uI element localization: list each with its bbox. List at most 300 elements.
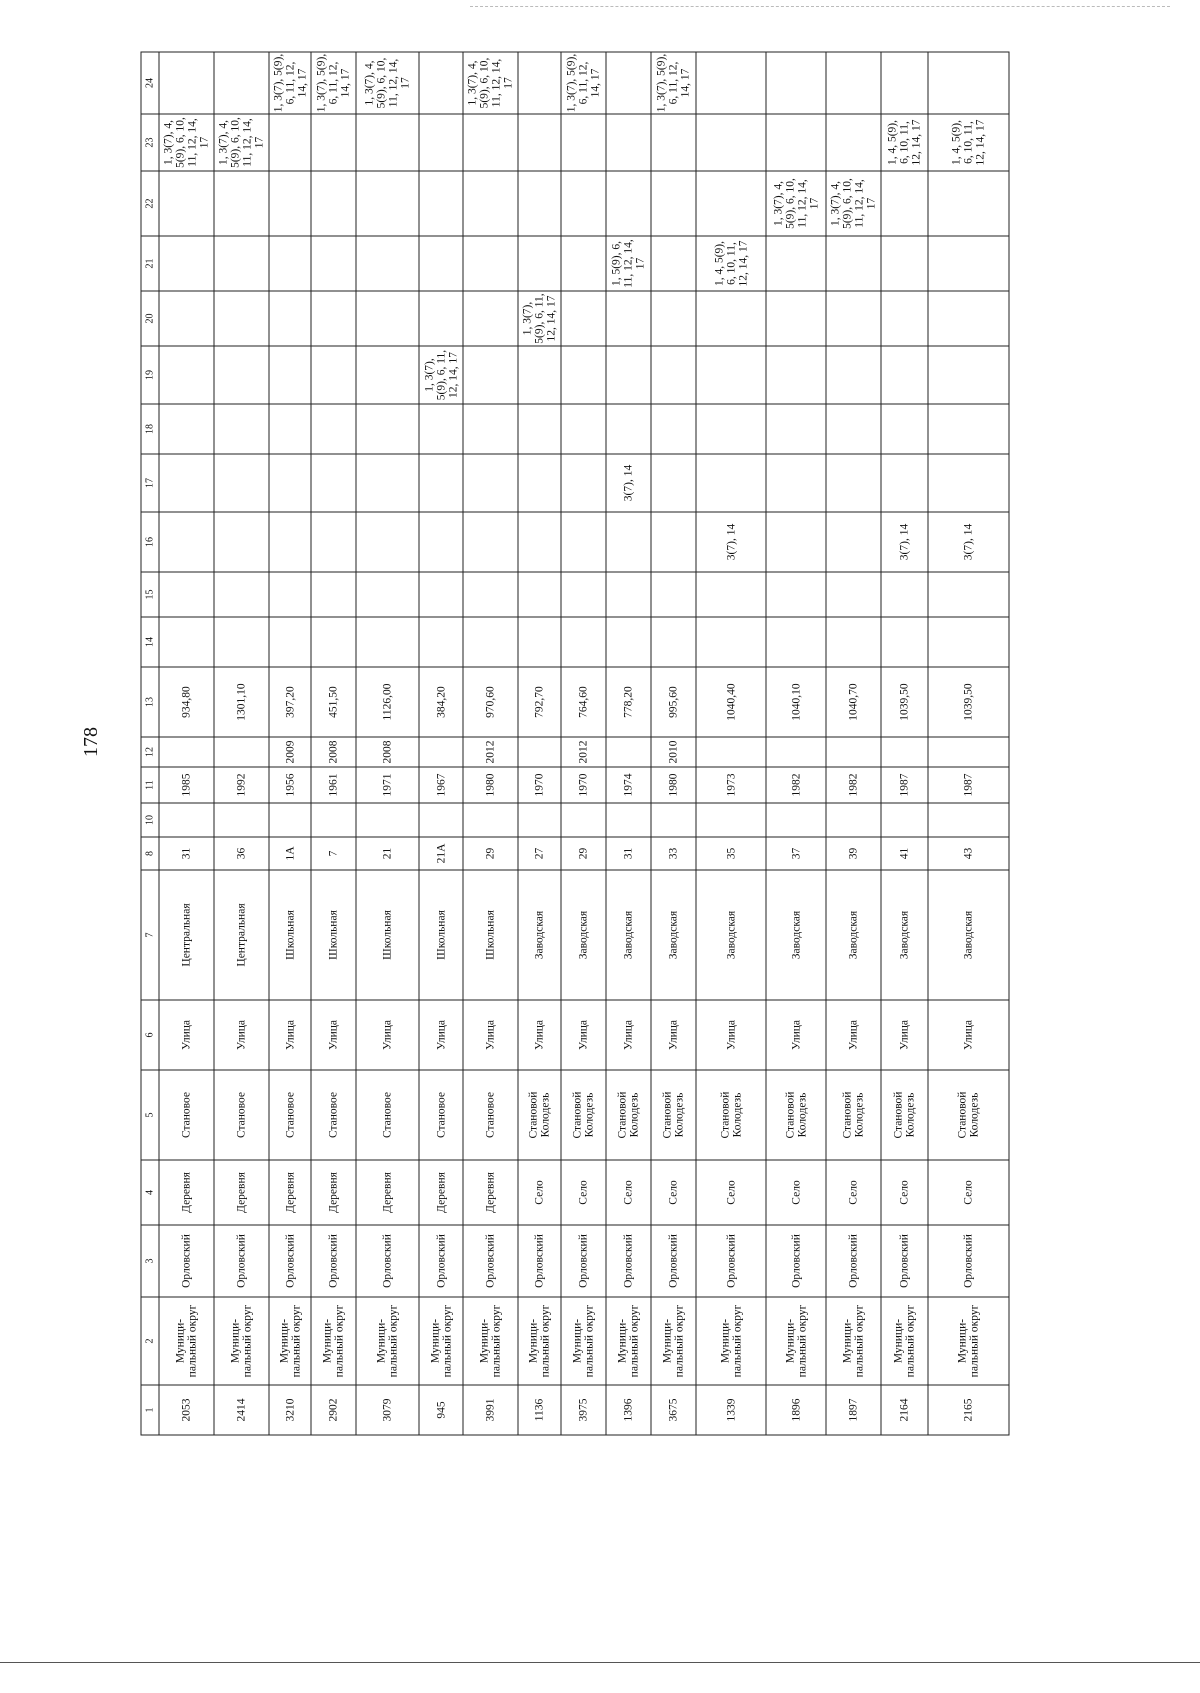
table-cell-col-13: 934,80: [159, 667, 214, 737]
table-cell-col-15: [766, 572, 826, 617]
table-cell-col-24: 1, 3(7), 4, 5(9), 6, 10, 11, 12, 14, 17: [356, 52, 419, 114]
table-cell-col-7: Школьная: [269, 870, 311, 1000]
table-cell-col-24: [881, 52, 928, 114]
table-cell-col-7: Заводская: [826, 870, 881, 1000]
table-cell-col-3: Орловский: [651, 1225, 696, 1297]
column-number-header: 23: [141, 114, 159, 171]
table-cell-col-7: Школьная: [311, 870, 356, 1000]
table-cell-col-24: [518, 52, 561, 114]
table-cell-col-20: [269, 291, 311, 346]
table-cell-col-14: [696, 617, 766, 667]
table-cell-col-15: [463, 572, 518, 617]
table-cell-col-11: 1985: [159, 767, 214, 803]
table-cell-col-12: [606, 737, 651, 767]
table-cell-col-23: 1, 3(7), 4, 5(9), 6, 10, 11, 12, 14, 17: [159, 114, 214, 171]
scan-artifact-line: [470, 6, 1170, 7]
column-number-header: 22: [141, 171, 159, 236]
table-cell-col-20: [881, 291, 928, 346]
table-cell-col-4: Деревня: [214, 1160, 269, 1225]
table-cell-col-22: [356, 171, 419, 236]
table-cell-col-17: [696, 454, 766, 512]
table-cell-col-18: [463, 404, 518, 454]
table-row: [518, 52, 561, 1435]
table-cell-col-12: 2012: [561, 737, 606, 767]
table-cell-col-8: 39: [826, 837, 881, 870]
table-cell-col-22: [518, 171, 561, 236]
table-cell-col-4: Село: [766, 1160, 826, 1225]
table-cell-col-10: [419, 803, 463, 837]
table-row: [356, 52, 419, 1435]
table-cell-col-5: Становой Колодезь: [696, 1070, 766, 1160]
table-cell-col-6: Улица: [356, 1000, 419, 1070]
table-cell-col-1: 1897: [826, 1385, 881, 1435]
column-number-header: 6: [141, 1000, 159, 1070]
table-cell-col-12: [928, 737, 1009, 767]
table-cell-col-14: [419, 617, 463, 667]
table-cell-col-10: [269, 803, 311, 837]
table-cell-col-24: [826, 52, 881, 114]
column-number-header: 19: [141, 346, 159, 404]
table-cell-col-17: [311, 454, 356, 512]
table-cell-col-1: 945: [419, 1385, 463, 1435]
table-cell-col-13: 397,20: [269, 667, 311, 737]
table-cell-col-12: [826, 737, 881, 767]
table-cell-col-18: [766, 404, 826, 454]
column-number-header: 7: [141, 870, 159, 1000]
table-cell-col-23: 1, 4, 5(9), 6, 10, 11, 12, 14, 17: [881, 114, 928, 171]
table-cell-col-4: Деревня: [463, 1160, 518, 1225]
table-cell-col-20: [311, 291, 356, 346]
table-cell-col-2: Муници-пальный округ: [419, 1297, 463, 1385]
table-cell-col-17: [518, 454, 561, 512]
table-cell-col-15: [606, 572, 651, 617]
table-cell-col-1: 3991: [463, 1385, 518, 1435]
data-table: [140, 51, 1009, 1435]
table-cell-col-13: 1040,40: [696, 667, 766, 737]
table-cell-col-24: 1, 3(7), 5(9), 6, 11, 12, 14, 17: [651, 52, 696, 114]
table-cell-col-13: 1126,00: [356, 667, 419, 737]
table-cell-col-17: [214, 454, 269, 512]
table-cell-col-4: Село: [928, 1160, 1009, 1225]
table-cell-col-18: [826, 404, 881, 454]
table-row: [419, 52, 463, 1435]
table-cell-col-3: Орловский: [826, 1225, 881, 1297]
table-cell-col-1: 1896: [766, 1385, 826, 1435]
table-cell-col-18: [651, 404, 696, 454]
table-cell-col-23: [606, 114, 651, 171]
table-cell-col-24: [159, 52, 214, 114]
table-cell-col-3: Орловский: [214, 1225, 269, 1297]
table-cell-col-8: 7: [311, 837, 356, 870]
table-cell-col-11: 1987: [928, 767, 1009, 803]
table-cell-col-2: Муници-пальный округ: [766, 1297, 826, 1385]
table-cell-col-18: [696, 404, 766, 454]
table-cell-col-14: [311, 617, 356, 667]
table-cell-col-4: Село: [881, 1160, 928, 1225]
table-cell-col-10: [928, 803, 1009, 837]
table-cell-col-23: [269, 114, 311, 171]
table-cell-col-16: [159, 512, 214, 572]
table-cell-col-5: Становое: [419, 1070, 463, 1160]
table-cell-col-6: Улица: [518, 1000, 561, 1070]
table-cell-col-8: 37: [766, 837, 826, 870]
table-cell-col-1: 1396: [606, 1385, 651, 1435]
column-number-header: 8: [141, 837, 159, 870]
table-cell-col-19: [269, 346, 311, 404]
table-cell-col-8: 33: [651, 837, 696, 870]
table-cell-col-4: Деревня: [159, 1160, 214, 1225]
table-cell-col-15: [159, 572, 214, 617]
table-cell-col-3: Орловский: [561, 1225, 606, 1297]
table-cell-col-10: [826, 803, 881, 837]
table-cell-col-1: 3675: [651, 1385, 696, 1435]
table-cell-col-14: [651, 617, 696, 667]
table-cell-col-14: [356, 617, 419, 667]
table-cell-col-12: [696, 737, 766, 767]
column-number-header: 10: [141, 803, 159, 837]
table-row: [561, 52, 606, 1435]
table-cell-col-7: Заводская: [606, 870, 651, 1000]
table-cell-col-5: Становой Колодезь: [826, 1070, 881, 1160]
table-cell-col-24: [766, 52, 826, 114]
table-cell-col-17: [463, 454, 518, 512]
table-cell-col-11: 1980: [463, 767, 518, 803]
table-cell-col-16: [356, 512, 419, 572]
table-cell-col-17: [881, 454, 928, 512]
table-cell-col-12: 2010: [651, 737, 696, 767]
table-cell-col-22: [463, 171, 518, 236]
table-cell-col-6: Улица: [561, 1000, 606, 1070]
table-cell-col-22: [928, 171, 1009, 236]
table-cell-col-10: [214, 803, 269, 837]
table-cell-col-15: [826, 572, 881, 617]
table-cell-col-17: [269, 454, 311, 512]
table-cell-col-2: Муници-пальный округ: [696, 1297, 766, 1385]
table-cell-col-19: 1, 3(7), 5(9), 6, 11, 12, 14, 17: [419, 346, 463, 404]
table-cell-col-1: 2164: [881, 1385, 928, 1435]
table-cell-col-22: [419, 171, 463, 236]
table-cell-col-5: Становой Колодезь: [651, 1070, 696, 1160]
table-cell-col-24: [696, 52, 766, 114]
table-cell-col-7: Школьная: [356, 870, 419, 1000]
table-cell-col-11: 1992: [214, 767, 269, 803]
table-cell-col-3: Орловский: [606, 1225, 651, 1297]
table-cell-col-4: Село: [561, 1160, 606, 1225]
table-cell-col-6: Улица: [881, 1000, 928, 1070]
table-cell-col-5: Становое: [159, 1070, 214, 1160]
table-cell-col-4: Деревня: [419, 1160, 463, 1225]
table-row: [311, 52, 356, 1435]
table-cell-col-20: [356, 291, 419, 346]
table-cell-col-8: 29: [561, 837, 606, 870]
table-cell-col-3: Орловский: [766, 1225, 826, 1297]
column-number-header: 5: [141, 1070, 159, 1160]
table-cell-col-8: 31: [606, 837, 651, 870]
table-cell-col-16: [826, 512, 881, 572]
table-cell-col-8: 41: [881, 837, 928, 870]
table-cell-col-19: [159, 346, 214, 404]
table-row: [881, 52, 928, 1435]
table-cell-col-5: Становой Колодезь: [606, 1070, 651, 1160]
table-cell-col-18: [269, 404, 311, 454]
table-cell-col-21: [928, 236, 1009, 291]
table-cell-col-22: [561, 171, 606, 236]
table-cell-col-10: [696, 803, 766, 837]
table-cell-col-8: 43: [928, 837, 1009, 870]
table-cell-col-15: [419, 572, 463, 617]
table-cell-col-2: Муници-пальный округ: [214, 1297, 269, 1385]
table-row: [159, 52, 214, 1435]
table-cell-col-1: 2902: [311, 1385, 356, 1435]
table-cell-col-1: 1136: [518, 1385, 561, 1435]
table-cell-col-17: [651, 454, 696, 512]
table-cell-col-2: Муници-пальный округ: [269, 1297, 311, 1385]
table-cell-col-22: 1, 3(7), 4, 5(9), 6, 10, 11, 12, 14, 17: [766, 171, 826, 236]
table-cell-col-19: [561, 346, 606, 404]
table-cell-col-7: Заводская: [696, 870, 766, 1000]
table-cell-col-6: Улица: [311, 1000, 356, 1070]
table-cell-col-3: Орловский: [928, 1225, 1009, 1297]
table-cell-col-19: [881, 346, 928, 404]
table-cell-col-17: [826, 454, 881, 512]
table-cell-col-24: 1, 3(7), 5(9), 6, 11, 12, 14, 17: [311, 52, 356, 114]
table-cell-col-17: [356, 454, 419, 512]
table-cell-col-20: [159, 291, 214, 346]
table-cell-col-15: [928, 572, 1009, 617]
table-cell-col-20: [606, 291, 651, 346]
table-cell-col-21: [356, 236, 419, 291]
table-cell-col-5: Становое: [214, 1070, 269, 1160]
table-cell-col-12: 2008: [311, 737, 356, 767]
table-cell-col-3: Орловский: [419, 1225, 463, 1297]
table-cell-col-21: [463, 236, 518, 291]
table-cell-col-15: [311, 572, 356, 617]
column-number-header: 2: [141, 1297, 159, 1385]
table-cell-col-21: [159, 236, 214, 291]
table-cell-col-21: 1, 4, 5(9), 6, 10, 11, 12, 14, 17: [696, 236, 766, 291]
table-cell-col-6: Улица: [928, 1000, 1009, 1070]
table-cell-col-2: Муници-пальный округ: [311, 1297, 356, 1385]
table-cell-col-16: [269, 512, 311, 572]
table-cell-col-24: 1, 3(7), 4, 5(9), 6, 10, 11, 12, 14, 17: [463, 52, 518, 114]
table-cell-col-5: Становой Колодезь: [881, 1070, 928, 1160]
table-cell-col-4: Деревня: [269, 1160, 311, 1225]
table-cell-col-20: [766, 291, 826, 346]
table-cell-col-1: 2414: [214, 1385, 269, 1435]
table-cell-col-16: [651, 512, 696, 572]
table-cell-col-20: [214, 291, 269, 346]
table-cell-col-23: [651, 114, 696, 171]
table-cell-col-17: 3(7), 14: [606, 454, 651, 512]
table-cell-col-7: Школьная: [419, 870, 463, 1000]
table-cell-col-10: [311, 803, 356, 837]
table-cell-col-19: [696, 346, 766, 404]
table-cell-col-3: Орловский: [518, 1225, 561, 1297]
table-cell-col-12: [419, 737, 463, 767]
table-cell-col-15: [881, 572, 928, 617]
table-cell-col-5: Становое: [269, 1070, 311, 1160]
table-cell-col-18: [419, 404, 463, 454]
table-cell-col-11: 1987: [881, 767, 928, 803]
table-cell-col-22: [159, 171, 214, 236]
table-row: [928, 52, 1009, 1435]
table-cell-col-7: Заводская: [651, 870, 696, 1000]
table-cell-col-5: Становое: [356, 1070, 419, 1160]
table-cell-col-13: 1040,70: [826, 667, 881, 737]
column-number-header: 16: [141, 512, 159, 572]
table-cell-col-24: [928, 52, 1009, 114]
table-cell-col-5: Становой Колодезь: [766, 1070, 826, 1160]
table-cell-col-2: Муници-пальный округ: [463, 1297, 518, 1385]
table-cell-col-11: 1973: [696, 767, 766, 803]
table-cell-col-22: [311, 171, 356, 236]
table-cell-col-10: [463, 803, 518, 837]
table-cell-col-16: [311, 512, 356, 572]
table-cell-col-19: [311, 346, 356, 404]
table-cell-col-1: 2165: [928, 1385, 1009, 1435]
table-cell-col-14: [269, 617, 311, 667]
table-cell-col-10: [651, 803, 696, 837]
page-number: 178: [80, 727, 102, 757]
table-cell-col-16: [518, 512, 561, 572]
table-cell-col-24: 1, 3(7), 5(9), 6, 11, 12, 14, 17: [269, 52, 311, 114]
table-cell-col-15: [561, 572, 606, 617]
table-cell-col-22: [696, 171, 766, 236]
column-number-header: 17: [141, 454, 159, 512]
table-cell-col-10: [518, 803, 561, 837]
table-cell-col-23: 1, 3(7), 4, 5(9), 6, 10, 11, 12, 14, 17: [214, 114, 269, 171]
table-cell-col-16: [214, 512, 269, 572]
column-number-header: 11: [141, 767, 159, 803]
table-row: [696, 52, 766, 1435]
table-cell-col-8: 1А: [269, 837, 311, 870]
table-cell-col-13: 451,50: [311, 667, 356, 737]
table-cell-col-13: 1039,50: [881, 667, 928, 737]
table-cell-col-24: [606, 52, 651, 114]
table-cell-col-20: [419, 291, 463, 346]
table-cell-col-10: [881, 803, 928, 837]
table-cell-col-12: 2008: [356, 737, 419, 767]
table-row: [463, 52, 518, 1435]
table-cell-col-6: Улица: [696, 1000, 766, 1070]
table-cell-col-7: Заводская: [518, 870, 561, 1000]
table-cell-col-16: 3(7), 14: [928, 512, 1009, 572]
table-cell-col-3: Орловский: [881, 1225, 928, 1297]
table-cell-col-13: 1301,10: [214, 667, 269, 737]
table-cell-col-23: [311, 114, 356, 171]
table-cell-col-19: [214, 346, 269, 404]
table-cell-col-20: [561, 291, 606, 346]
table-cell-col-6: Улица: [826, 1000, 881, 1070]
table-cell-col-21: [518, 236, 561, 291]
table-cell-col-1: 2053: [159, 1385, 214, 1435]
table-cell-col-23: [463, 114, 518, 171]
table-cell-col-15: [651, 572, 696, 617]
table-cell-col-17: [928, 454, 1009, 512]
table-row: [214, 52, 269, 1435]
table-cell-col-23: [696, 114, 766, 171]
table-cell-col-21: [651, 236, 696, 291]
table-cell-col-14: [881, 617, 928, 667]
table-cell-col-2: Муници-пальный округ: [651, 1297, 696, 1385]
table-cell-col-4: Село: [606, 1160, 651, 1225]
table-cell-col-13: 1039,50: [928, 667, 1009, 737]
table-cell-col-18: [561, 404, 606, 454]
table-cell-col-18: [928, 404, 1009, 454]
table-cell-col-12: [214, 737, 269, 767]
table-cell-col-18: [518, 404, 561, 454]
table-cell-col-14: [606, 617, 651, 667]
table-cell-col-4: Село: [826, 1160, 881, 1225]
table-row: [651, 52, 696, 1435]
table-cell-col-20: [826, 291, 881, 346]
table-cell-col-2: Муници-пальный округ: [881, 1297, 928, 1385]
table-cell-col-3: Орловский: [159, 1225, 214, 1297]
table-cell-col-12: [766, 737, 826, 767]
column-number-header: 13: [141, 667, 159, 737]
table-cell-col-11: 1971: [356, 767, 419, 803]
table-cell-col-5: Становой Колодезь: [928, 1070, 1009, 1160]
table-cell-col-21: [269, 236, 311, 291]
table-cell-col-8: 21А: [419, 837, 463, 870]
table-cell-col-22: [651, 171, 696, 236]
table-cell-col-19: [463, 346, 518, 404]
table-cell-col-15: [696, 572, 766, 617]
table-row: [826, 52, 881, 1435]
table-cell-col-1: 3210: [269, 1385, 311, 1435]
column-number-header: 18: [141, 404, 159, 454]
table-cell-col-15: [214, 572, 269, 617]
table-cell-col-8: 27: [518, 837, 561, 870]
table-cell-col-5: Становой Колодезь: [561, 1070, 606, 1160]
table-cell-col-17: [561, 454, 606, 512]
table-cell-col-2: Муници-пальный округ: [518, 1297, 561, 1385]
table-cell-col-21: [881, 236, 928, 291]
table-cell-col-11: 1961: [311, 767, 356, 803]
table-cell-col-3: Орловский: [696, 1225, 766, 1297]
table-cell-col-14: [518, 617, 561, 667]
table-cell-col-10: [561, 803, 606, 837]
table-cell-col-6: Улица: [766, 1000, 826, 1070]
table-cell-col-18: [311, 404, 356, 454]
table-cell-col-23: [356, 114, 419, 171]
table-cell-col-20: [463, 291, 518, 346]
table-cell-col-14: [159, 617, 214, 667]
table-cell-col-11: 1956: [269, 767, 311, 803]
table-cell-col-20: 1, 3(7), 5(9), 6, 11, 12, 14, 17: [518, 291, 561, 346]
table-cell-col-4: Село: [651, 1160, 696, 1225]
table-cell-col-5: Становое: [463, 1070, 518, 1160]
table-cell-col-23: [561, 114, 606, 171]
table-cell-col-1: 3079: [356, 1385, 419, 1435]
table-cell-col-11: 1982: [766, 767, 826, 803]
table-cell-col-16: 3(7), 14: [696, 512, 766, 572]
table-cell-col-14: [214, 617, 269, 667]
table-cell-col-19: [518, 346, 561, 404]
table-cell-col-23: [518, 114, 561, 171]
column-number-header: 20: [141, 291, 159, 346]
table-cell-col-7: Заводская: [766, 870, 826, 1000]
table-cell-col-17: [159, 454, 214, 512]
column-number-header: 12: [141, 737, 159, 767]
table-cell-col-7: Центральная: [214, 870, 269, 1000]
table-cell-col-22: [269, 171, 311, 236]
table-cell-col-14: [463, 617, 518, 667]
table-row: [766, 52, 826, 1435]
table-cell-col-19: [826, 346, 881, 404]
table-cell-col-16: [463, 512, 518, 572]
table-cell-col-11: 1980: [651, 767, 696, 803]
